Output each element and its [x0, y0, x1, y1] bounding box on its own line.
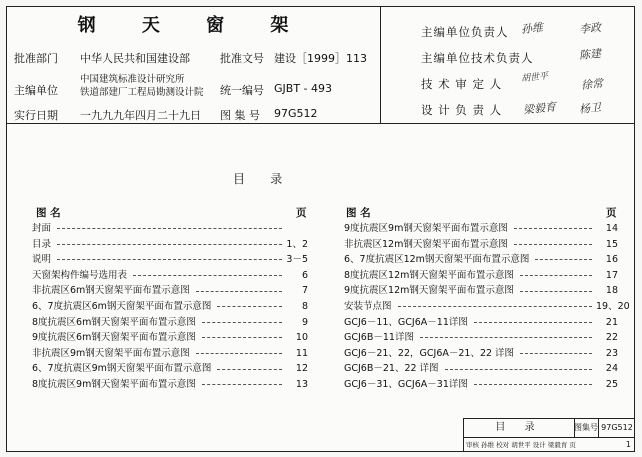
- toc-item-title: 8度抗震区12m钢天窗架平面布置示意图: [344, 269, 514, 281]
- toc-item[interactable]: [32, 299, 308, 315]
- toc-item-page: 18: [605, 285, 618, 297]
- toc-item[interactable]: [344, 237, 618, 253]
- toc-item[interactable]: [32, 237, 308, 253]
- toc-item-title: 9度抗震区12m钢天窗架平面布置示意图: [344, 285, 514, 297]
- left-page-head: 页: [296, 207, 307, 219]
- toc-item[interactable]: [344, 299, 630, 315]
- title-block-code: 97G512: [601, 423, 633, 432]
- toc-item-title: 非抗震区9m钢天窗架平面布置示意图: [32, 347, 190, 359]
- toc-item-page: 24: [605, 363, 618, 375]
- toc-item[interactable]: [344, 346, 618, 362]
- toc-item[interactable]: [344, 315, 618, 331]
- toc-item-title: 6、7度抗震区6m钢天窗架平面布置示意图: [32, 300, 212, 312]
- signature: 杨卫: [578, 100, 602, 117]
- toc-item-title: 非抗震区12m钢天窗架平面布置示意图: [344, 238, 508, 250]
- toc-left-list: [32, 221, 308, 393]
- left-col-head: 图 名: [36, 207, 61, 219]
- title-block-signoff: 审核 孙维 校对 胡世平 设计 梁毅育 页: [466, 441, 576, 449]
- leader-dots: [535, 259, 592, 260]
- signature: 徐常: [580, 76, 604, 93]
- unified-no-label: 统一编号: [220, 84, 264, 97]
- leader-dots: [133, 275, 282, 276]
- toc-item-page: 6: [301, 269, 308, 281]
- approve-dept-value: 中华人民共和国建设部: [80, 52, 190, 65]
- toc-item-title: GCJ6B－21、22 详图: [344, 363, 439, 375]
- approve-doc-label: 批准文号: [220, 52, 264, 65]
- title-block: [463, 418, 635, 452]
- signature: 孙维: [520, 20, 544, 37]
- title-block-page: 1: [625, 440, 631, 449]
- title-block-code-label: 图集号: [574, 419, 599, 437]
- toc-item-title: 说明: [32, 254, 52, 266]
- toc-item-page: 12: [295, 363, 308, 375]
- title-block-top: [464, 419, 635, 438]
- signature: 陈建: [578, 46, 602, 63]
- leader-dots: [520, 291, 592, 292]
- toc-item-title: GCJ6B－11详图: [344, 332, 414, 344]
- toc-item-page: 9: [301, 316, 308, 328]
- leader-dots: [217, 369, 282, 370]
- signature: 胡世平: [520, 71, 549, 85]
- toc-item[interactable]: [344, 377, 618, 393]
- resp-label-chief-tech: 主编单位技术负责人: [421, 51, 534, 65]
- toc-right-list: [344, 221, 630, 393]
- title-block-title: 目 录: [464, 419, 575, 437]
- toc-item[interactable]: [344, 268, 618, 284]
- toc-item-title: 9度抗震区6m钢天窗架平面布置示意图: [32, 332, 196, 344]
- leader-dots: [217, 306, 282, 307]
- toc-heading-text: 目 录: [233, 172, 285, 186]
- toc-item-page: 11: [295, 347, 308, 359]
- toc-item-page: 15: [605, 238, 618, 250]
- toc-item-title: 封面: [32, 223, 52, 234]
- toc-item[interactable]: [32, 330, 308, 346]
- toc-item-title: 目录: [32, 238, 52, 250]
- right-col-head: 图 名: [346, 207, 371, 219]
- toc-item[interactable]: [344, 330, 618, 346]
- approve-dept-label: 批准部门: [14, 52, 58, 65]
- leader-dots: [445, 369, 592, 370]
- toc-item-title: 8度抗震区9m钢天窗架平面布置示意图: [32, 378, 196, 390]
- unified-no-value: GJBT - 493: [274, 82, 332, 95]
- leader-dots: [420, 337, 592, 338]
- toc-item[interactable]: [32, 361, 308, 377]
- leader-dots: [398, 306, 592, 307]
- right-page-head: 页: [606, 207, 617, 219]
- toc-item[interactable]: [344, 361, 618, 377]
- toc-item-page: 7: [301, 285, 308, 297]
- resp-label-chief-unit: 主编单位负责人: [421, 25, 509, 39]
- leader-dots: [202, 322, 282, 323]
- toc-item[interactable]: [344, 283, 618, 299]
- toc-item[interactable]: [32, 315, 308, 331]
- leader-dots: [514, 244, 592, 245]
- leader-dots: [57, 244, 282, 245]
- toc-item-page: 14: [605, 223, 618, 234]
- toc-item-page: 23: [605, 347, 618, 359]
- toc-item-page: 17: [605, 269, 618, 281]
- leader-dots: [57, 228, 282, 229]
- impl-date-value: 一九九九年四月二十九日: [80, 109, 201, 122]
- toc-item-page: 21: [605, 316, 618, 328]
- editor-unit-line1: 中国建筑标准设计研究所: [80, 74, 185, 85]
- toc-item-title: 8度抗震区6m钢天窗架平面布置示意图: [32, 316, 196, 328]
- impl-date-label: 实行日期: [14, 109, 58, 122]
- toc-item-page: 25: [605, 378, 618, 390]
- toc-item-page: 1、2: [286, 238, 308, 250]
- toc-item-page: 16: [605, 254, 618, 266]
- signature: 梁毅育: [522, 100, 557, 117]
- leader-dots: [196, 291, 282, 292]
- toc-item[interactable]: [32, 377, 308, 393]
- toc-item[interactable]: [32, 268, 308, 284]
- leader-dots: [520, 275, 592, 276]
- resp-label-design-lead: 设 计 负 责 人: [421, 103, 503, 117]
- toc-item-title: GCJ6－11、GCJ6A－11详图: [344, 316, 468, 328]
- toc-item-title: 安装节点图: [344, 300, 392, 312]
- leader-dots: [202, 384, 282, 385]
- toc-item-page: 22: [605, 332, 618, 344]
- toc-item[interactable]: [32, 221, 308, 237]
- header-info-block: [6, 6, 381, 124]
- editor-unit-label: 主编单位: [14, 84, 58, 97]
- toc-item-title: 9度抗震区9m钢天窗架平面布置示意图: [344, 223, 508, 234]
- toc-item-title: 天窗架构件编号选用表: [32, 269, 128, 281]
- document-title: 钢 天 窗 架: [77, 15, 309, 36]
- leader-dots: [196, 353, 282, 354]
- leader-dots: [202, 337, 282, 338]
- leader-dots: [514, 228, 592, 229]
- atlas-no-label: 图 集 号: [220, 109, 260, 122]
- leader-dots: [520, 353, 592, 354]
- resp-label-tech-review: 技 术 审 定 人: [421, 77, 503, 91]
- toc-item-page: 19、20: [596, 300, 630, 312]
- leader-dots: [474, 384, 592, 385]
- toc-item[interactable]: [32, 283, 308, 299]
- toc-item[interactable]: [32, 346, 308, 362]
- toc-item-page: 10: [295, 332, 308, 344]
- responsible-persons-block: [381, 6, 635, 124]
- toc-item-title: 6、7度抗震区12m钢天窗架平面布置示意图: [344, 254, 530, 266]
- approve-doc-value: 建设［1999］113: [274, 52, 367, 65]
- editor-unit-line2: 铁道部建厂工程局勘测设计院: [80, 87, 204, 98]
- toc-heading: [233, 170, 284, 187]
- toc-item[interactable]: [344, 221, 618, 237]
- signature: 李政: [578, 20, 602, 37]
- atlas-no-value: 97G512: [274, 107, 318, 120]
- toc-item-title: 非抗震区6m钢天窗架平面布置示意图: [32, 285, 190, 297]
- toc-item-title: GCJ6－31、GCJ6A－31详图: [344, 378, 468, 390]
- toc-item-title: GCJ6－21、22，GCJ6A－21、22 详图: [344, 347, 515, 359]
- toc-item-page: 13: [295, 378, 308, 390]
- toc-item-page: 3－5: [286, 254, 308, 266]
- leader-dots: [474, 322, 592, 323]
- leader-dots: [57, 259, 282, 260]
- toc-item-page: 8: [301, 300, 308, 312]
- toc-item-title: 6、7度抗震区9m钢天窗架平面布置示意图: [32, 363, 212, 375]
- toc-item[interactable]: [32, 252, 308, 268]
- toc-item[interactable]: [344, 252, 618, 268]
